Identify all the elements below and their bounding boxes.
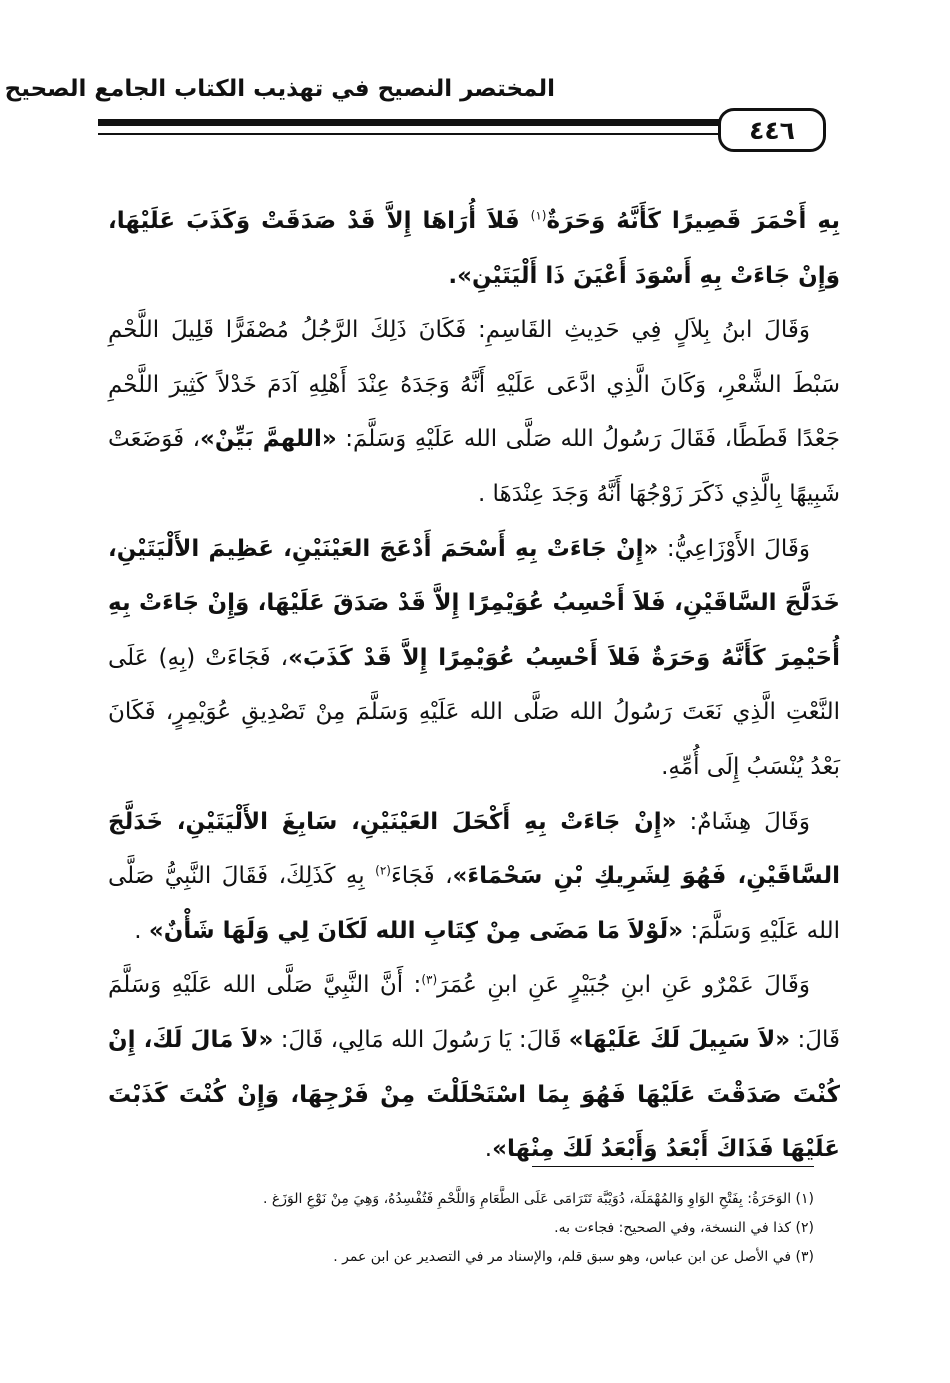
- hadith-text: «إِنْ جَاءَتْ بِهِ أَكْحَلَ العَيْنَيْنِ، سَابِغَ الأَلْيَتَيْنِ، خَدَلَّجَ السَّاقَيْنِ، فَهُوَ لِشَرِيكِ بْنِ سَحْمَاءَ»: [108, 808, 840, 890]
- narration-text: قَالَ: يَا رَسُولَ الله مَالِي، قَالَ:: [273, 1026, 569, 1053]
- header-rule-thick: [98, 119, 720, 126]
- hadith-text: «لَوْلاَ مَا مَضَى مِنْ كِتَابِ الله لَكَانَ لِي وَلَهَا شَأْنٌ»: [148, 917, 684, 944]
- running-title: المختصر النصيح في تهذيب الكتاب الجامع الصحيح: [4, 76, 555, 102]
- narration-text: .: [484, 1136, 493, 1163]
- hadith-text: «لاَ مَالَ لَكَ، إِنْ كُنْتَ صَدَقْتَ عَلَيْهَا فَهُوَ بِمَا اسْتَحْلَلْتَ مِنْ فَرْجِهَا، وَإِنْ كُنْتَ كَذَبْتَ عَلَيْهَا فَذَاكَ أَبْعَدُ وَأَبْعَدُ لَكَ مِنْهَا»: [108, 1026, 840, 1163]
- hadith-text: فَلاَ أُرَاهَا إِلاَّ قَدْ صَدَقَتْ وَكَذَبَ عَلَيْهَا، وَإِنْ جَاءَتْ بِهِ أَسْوَدَ أَعْيَنَ ذَا أَلْيَتَيْنِ».: [108, 208, 840, 289]
- narration-text: وَقَالَ عَمْرٌو عَنِ ابنِ جُبَيْرٍ عَنِ ابنِ عُمَرَ: [437, 972, 810, 999]
- paragraph-2: [108, 303, 840, 521]
- hadith-text: «إِنْ جَاءَتْ بِهِ أَسْحَمَ أَدْعَجَ العَيْنَيْنِ، عَظِيمَ الأَلْيَتَيْنِ، خَدَلَّجَ السَّاقَيْنِ، فَلاَ أَحْسِبُ عُوَيْمِرًا إِلاَّ قَدْ صَدَقَ عَلَيْهَا، وَإِنْ جَاءَتْ بِهِ أُحَيْمِرَ كَأَنَّهُ وَحَرَةٌ فَلاَ أَحْسِبُ عُوَيْمِرًا إِلاَّ قَدْ كَذَبَ»: [108, 535, 840, 671]
- narration-text: .: [134, 917, 149, 944]
- narration-text: بِهِ كَذَلِكَ، فَقَالَ النَّبِيُّ صَلَّى الله عَلَيْهِ وَسَلَّمَ:: [108, 863, 840, 944]
- narration-text: وَقَالَ هِشَامٌ:: [676, 808, 810, 835]
- hadith-text: «لاَ سَبِيلَ لَكَ عَلَيْهَا»: [568, 1026, 791, 1053]
- hadith-text: بِهِ أَحْمَرَ قَصِيرًا كَأَنَّهُ وَحَرَةٌ: [546, 208, 840, 234]
- footnotes: [134, 1185, 814, 1272]
- footnote-separator: [532, 1166, 814, 1167]
- page-number: ٤٤٦: [718, 108, 826, 152]
- footnote-1: (١) الوَحَرَةُ: بِفَتْحِ الوَاوِ وَالمُهْمَلَة، دُوَيْبَّة تَتَرَامَى عَلَى الطَّعَامِ وَاللَّحْمِ فَتُفْسِدُهُ، وَهِيَ مِنْ نَوْعِ الوَزَغ .: [262, 1191, 814, 1207]
- header-rule-thin: [98, 133, 720, 135]
- footnote-marker-1: (١): [530, 208, 547, 223]
- narration-text: ، فَوَضَعَتْ شَبِيهًا بِالَّذِي ذَكَرَ زَوْجُهَا أَنَّهُ وَجَدَ عِنْدَهَا .: [108, 426, 840, 507]
- footnote-marker-2: (٢): [375, 863, 391, 878]
- paragraph-3: [108, 522, 840, 795]
- paragraph-5: [108, 958, 840, 1176]
- main-text: [108, 194, 840, 1177]
- hadith-text: «اللهمَّ بَيِّنْ»: [200, 426, 337, 453]
- footnote-3: (٣) في الأصل عن ابن عباس، وهو سبق قلم، والإسناد مر في التصدير عن ابن عمر .: [333, 1249, 814, 1265]
- narration-text: : أَنَّ النَّبِيَّ صَلَّى الله عَلَيْهِ وَسَلَّمَ قَالَ:: [108, 972, 840, 1053]
- paragraph-4: [108, 795, 840, 959]
- footnote-2: (٢) كذا في النسخة، وفي الصحيح: فجاءت به.: [554, 1220, 814, 1236]
- narration-text: وَقَالَ الأَوْزَاعِيُّ:: [658, 535, 811, 562]
- footnote-marker-3: (٣): [421, 972, 438, 987]
- narration-text: وَقَالَ ابنُ بِلاَلٍ فِي حَدِيثِ القَاسِمِ: فَكَانَ ذَلِكَ الرَّجُلُ مُصْفَرًّا قَلِيلَ اللَّحْمِ سَبْطَ الشَّعْرِ، وَكَانَ الَّذِي ادَّعَى عَلَيْهِ أَنَّهُ وَجَدَهُ عِنْدَ أَهْلِهِ آدَمَ خَدْلاً كَثِيرَ اللَّحْمِ جَعْدًا قَطَطًا، فَقَالَ رَسُولُ الله صَلَّى الله عَلَيْهِ وَسَلَّمَ:: [108, 317, 840, 453]
- paragraph-1: [108, 194, 840, 303]
- narration-text: ، فَجَاءَ: [390, 863, 453, 890]
- narration-text: ، فَجَاءَتْ (بِهِ) عَلَى النَّعْتِ الَّذِي نَعَتَ رَسُولُ الله صَلَّى الله عَلَيْهِ وَسَلَّمَ مِنْ تَصْدِيقِ عُوَيْمِرٍ، فَكَانَ بَعْدُ يُنْسَبُ إِلَى أُمِّهِ.: [108, 644, 840, 780]
